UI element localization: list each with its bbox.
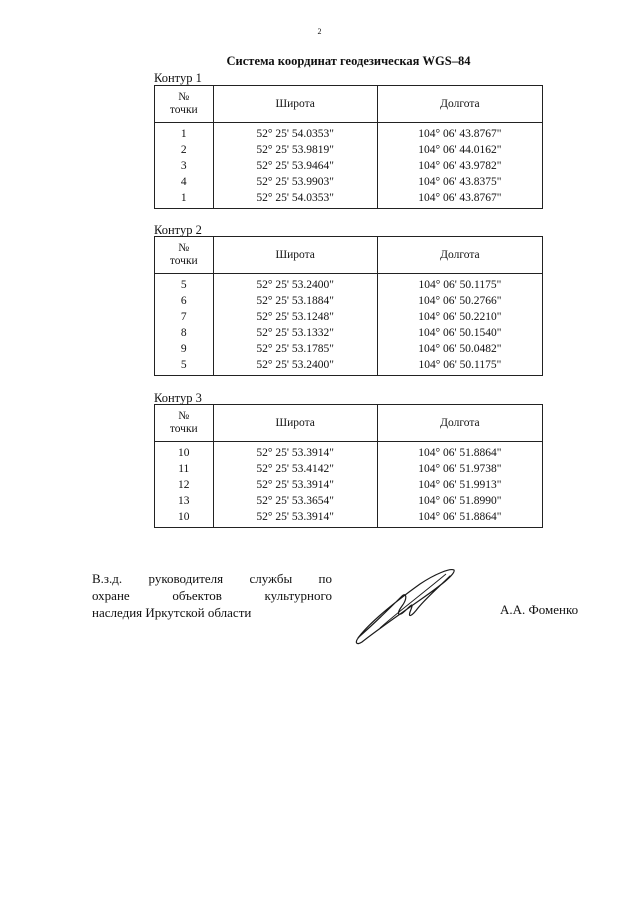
point-number-cell: 1	[155, 123, 214, 143]
point-number-cell: 10	[155, 442, 214, 462]
table-row	[155, 293, 543, 309]
signatory-position	[92, 570, 332, 621]
handwritten-signature-icon	[350, 562, 460, 648]
header-point-number-line: №	[178, 91, 190, 103]
signatory-position-line	[92, 587, 332, 604]
latitude-cell: 52° 25' 53.1884"	[213, 293, 377, 309]
table-row	[155, 477, 543, 493]
point-number-cell: 12	[155, 477, 214, 493]
longitude-cell: 104° 06' 44.0162"	[377, 142, 542, 158]
point-number-cell: 8	[155, 325, 214, 341]
coordinates-table	[154, 404, 543, 528]
table-header-row	[155, 405, 543, 442]
longitude-cell: 104° 06' 50.2766"	[377, 293, 542, 309]
point-number-cell: 4	[155, 174, 214, 190]
longitude-cell: 104° 06' 50.1175"	[377, 274, 542, 294]
header-point-number-line: точки	[169, 423, 198, 435]
longitude-cell: 104° 06' 50.2210"	[377, 309, 542, 325]
table-row	[155, 509, 543, 528]
table-row	[155, 357, 543, 376]
document-title: Система координат геодезическая WGS–84	[226, 54, 471, 68]
point-number-cell: 5	[155, 357, 214, 376]
header-latitude: Широта	[213, 86, 377, 123]
latitude-cell: 52° 25' 53.3654"	[213, 493, 377, 509]
point-number-cell: 5	[155, 274, 214, 294]
signatory-position-line	[92, 604, 332, 621]
contour-label: Контур 1	[154, 71, 202, 85]
table-header-row	[155, 86, 543, 123]
signatory-position-word: В.з.д.	[92, 571, 123, 586]
point-number-cell: 1	[155, 190, 214, 209]
longitude-cell: 104° 06' 43.9782"	[377, 158, 542, 174]
point-number-cell: 2	[155, 142, 214, 158]
signatory-position-word: руководителя	[148, 571, 224, 586]
latitude-cell: 52° 25' 53.9819"	[213, 142, 377, 158]
longitude-cell: 104° 06' 51.8864"	[377, 442, 542, 462]
table-row	[155, 493, 543, 509]
latitude-cell: 52° 25' 53.2400"	[213, 274, 377, 294]
header-longitude: Долгота	[377, 237, 542, 274]
signatory-position-word: наследия Иркутской области	[92, 605, 252, 620]
latitude-cell: 52° 25' 53.1248"	[213, 309, 377, 325]
signatory-position-word: объектов	[172, 588, 222, 603]
point-number-cell: 6	[155, 293, 214, 309]
signatory-position-word: службы	[249, 571, 293, 586]
table-row	[155, 123, 543, 143]
longitude-cell: 104° 06' 50.0482"	[377, 341, 542, 357]
point-number-cell: 13	[155, 493, 214, 509]
header-point-number	[155, 405, 214, 442]
header-longitude: Долгота	[377, 405, 542, 442]
latitude-cell: 52° 25' 53.1332"	[213, 325, 377, 341]
point-number-cell: 10	[155, 509, 214, 528]
longitude-cell: 104° 06' 51.9738"	[377, 461, 542, 477]
table-row	[155, 158, 543, 174]
longitude-cell: 104° 06' 43.8767"	[377, 123, 542, 143]
latitude-cell: 52° 25' 53.2400"	[213, 357, 377, 376]
header-point-number-line: точки	[169, 104, 198, 116]
longitude-cell: 104° 06' 51.8864"	[377, 509, 542, 528]
latitude-cell: 52° 25' 53.1785"	[213, 341, 377, 357]
latitude-cell: 52° 25' 53.3914"	[213, 509, 377, 528]
header-point-number-line: №	[178, 242, 190, 254]
longitude-cell: 104° 06' 43.8767"	[377, 190, 542, 209]
signatory-position-word: по	[318, 571, 332, 586]
table-row	[155, 341, 543, 357]
longitude-cell: 104° 06' 51.9913"	[377, 477, 542, 493]
latitude-cell: 52° 25' 53.3914"	[213, 442, 377, 462]
longitude-cell: 104° 06' 50.1540"	[377, 325, 542, 341]
latitude-cell: 52° 25' 53.4142"	[213, 461, 377, 477]
table-row	[155, 461, 543, 477]
longitude-cell: 104° 06' 51.8990"	[377, 493, 542, 509]
table-row	[155, 174, 543, 190]
table-row	[155, 325, 543, 341]
latitude-cell: 52° 25' 53.3914"	[213, 477, 377, 493]
table-row	[155, 142, 543, 158]
table-row	[155, 274, 543, 294]
point-number-cell: 9	[155, 341, 214, 357]
table-row	[155, 309, 543, 325]
latitude-cell: 52° 25' 53.9903"	[213, 174, 377, 190]
latitude-cell: 52° 25' 53.9464"	[213, 158, 377, 174]
point-number-cell: 11	[155, 461, 214, 477]
header-point-number	[155, 237, 214, 274]
longitude-cell: 104° 06' 43.8375"	[377, 174, 542, 190]
table-row	[155, 190, 543, 209]
header-point-number-line: №	[178, 410, 190, 422]
contour-label: Контур 2	[154, 223, 202, 237]
point-number-cell: 7	[155, 309, 214, 325]
signatory-position-word: охране	[92, 588, 130, 603]
header-latitude: Широта	[213, 405, 377, 442]
signatory-position-line	[92, 570, 332, 587]
longitude-cell: 104° 06' 50.1175"	[377, 357, 542, 376]
latitude-cell: 52° 25' 54.0353"	[213, 123, 377, 143]
contour-label: Контур 3	[154, 391, 202, 405]
table-header-row	[155, 237, 543, 274]
table-row	[155, 442, 543, 462]
header-longitude: Долгота	[377, 86, 542, 123]
signatory-position-word: культурного	[264, 588, 332, 603]
latitude-cell: 52° 25' 54.0353"	[213, 190, 377, 209]
page-number: 2	[317, 27, 322, 36]
header-latitude: Широта	[213, 237, 377, 274]
header-point-number	[155, 86, 214, 123]
coordinates-table	[154, 85, 543, 209]
header-point-number-line: точки	[169, 255, 198, 267]
coordinates-table	[154, 236, 543, 376]
point-number-cell: 3	[155, 158, 214, 174]
signatory-name: А.А. Фоменко	[500, 602, 579, 617]
